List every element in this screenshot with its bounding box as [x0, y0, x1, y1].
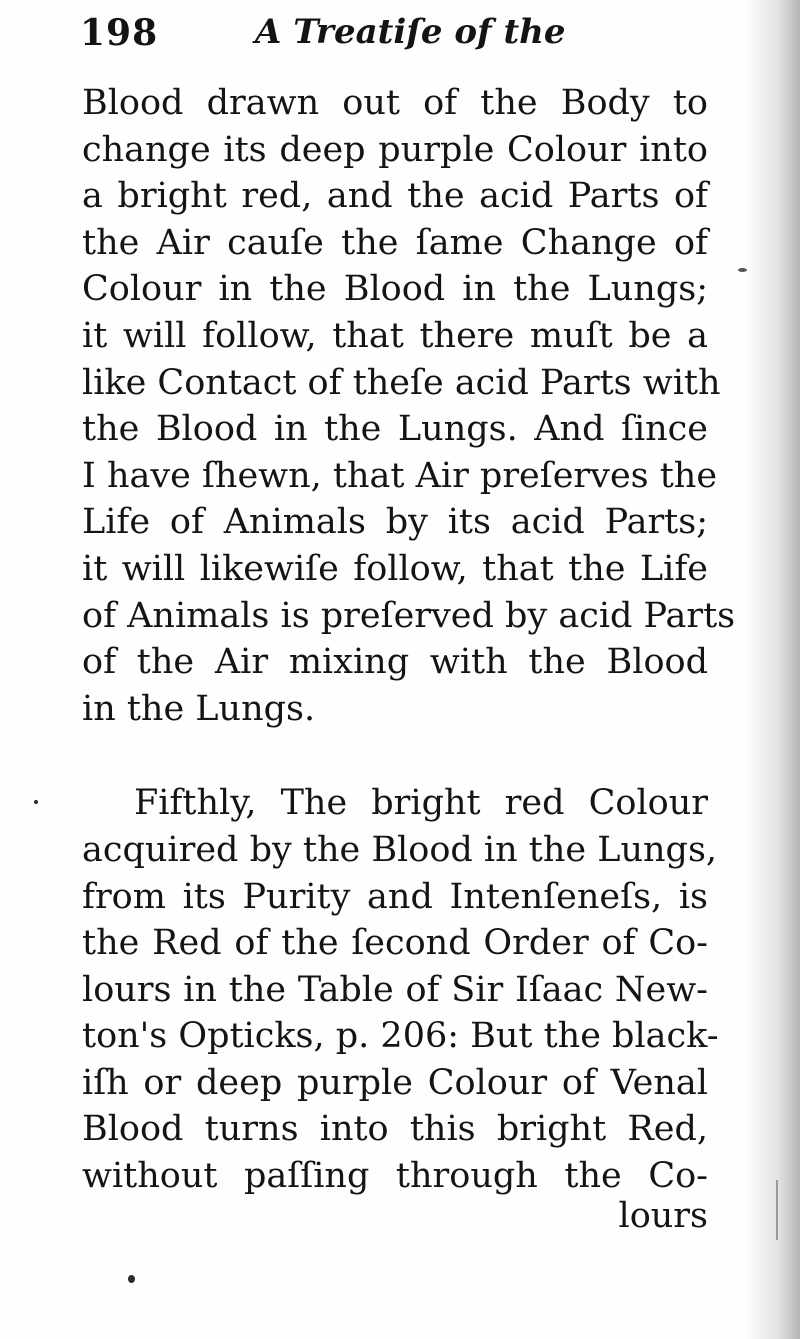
text-line: Colour in the Blood in the Lungs; [82, 269, 708, 310]
paragraph-2 [82, 780, 719, 1199]
text-line: of the Air mixing with the Blood [82, 642, 708, 683]
text-line: ton's Opticks, p. 206: But the black- [82, 1016, 719, 1057]
running-title: A Treatiſe of the [255, 12, 566, 52]
paragraph-1 [82, 80, 736, 732]
text-line: from its Purity and Intenſeneſs, is [82, 876, 708, 917]
catchword: lours [618, 1196, 708, 1236]
page-edge-mark [776, 1180, 778, 1240]
ink-speck [128, 1275, 135, 1283]
ink-speck [738, 268, 747, 272]
text-line: Blood turns into this bright Red, [82, 1109, 708, 1150]
text-line: lours in the Table of Sir Iſaac New- [82, 969, 708, 1010]
running-head [80, 10, 680, 60]
text-line: without paſſing through the Co- [82, 1156, 708, 1197]
paragraph-gap [82, 732, 708, 780]
text-line: Blood drawn out of the Body to [82, 83, 708, 123]
text-line: the Blood in the Lungs. And ſince [82, 409, 708, 450]
body-text [82, 80, 736, 1200]
text-line: in the Lungs. [82, 688, 316, 729]
page-gutter-shadow [745, 0, 800, 1339]
text-line: the Red of the ſecond Order of Co- [82, 923, 708, 964]
text-line: the Air cauſe the ſame Change of [82, 222, 708, 263]
text-line: Life of Animals by its acid Parts; [82, 502, 708, 543]
text-line: it will likewiſe follow, that the Life [82, 548, 708, 589]
page-number: 198 [80, 12, 159, 54]
text-line: a bright red, and the acid Parts of [82, 176, 708, 217]
ink-speck [34, 800, 38, 804]
text-line: change its deep purple Colour into [82, 129, 708, 170]
text-line: Fifthly, The bright red Colour [134, 783, 708, 824]
text-line: acquired by the Blood in the Lungs, [82, 829, 718, 870]
text-line: I have ſhewn, that Air preſerves the [82, 455, 718, 496]
text-line: like Contact of theſe acid Parts with [82, 362, 721, 403]
text-line: iſh or deep purple Colour of Venal [82, 1062, 708, 1103]
text-line: it will follow, that there muſt be a [82, 315, 708, 356]
text-line: of Animals is preſerved by acid Parts [82, 595, 736, 636]
